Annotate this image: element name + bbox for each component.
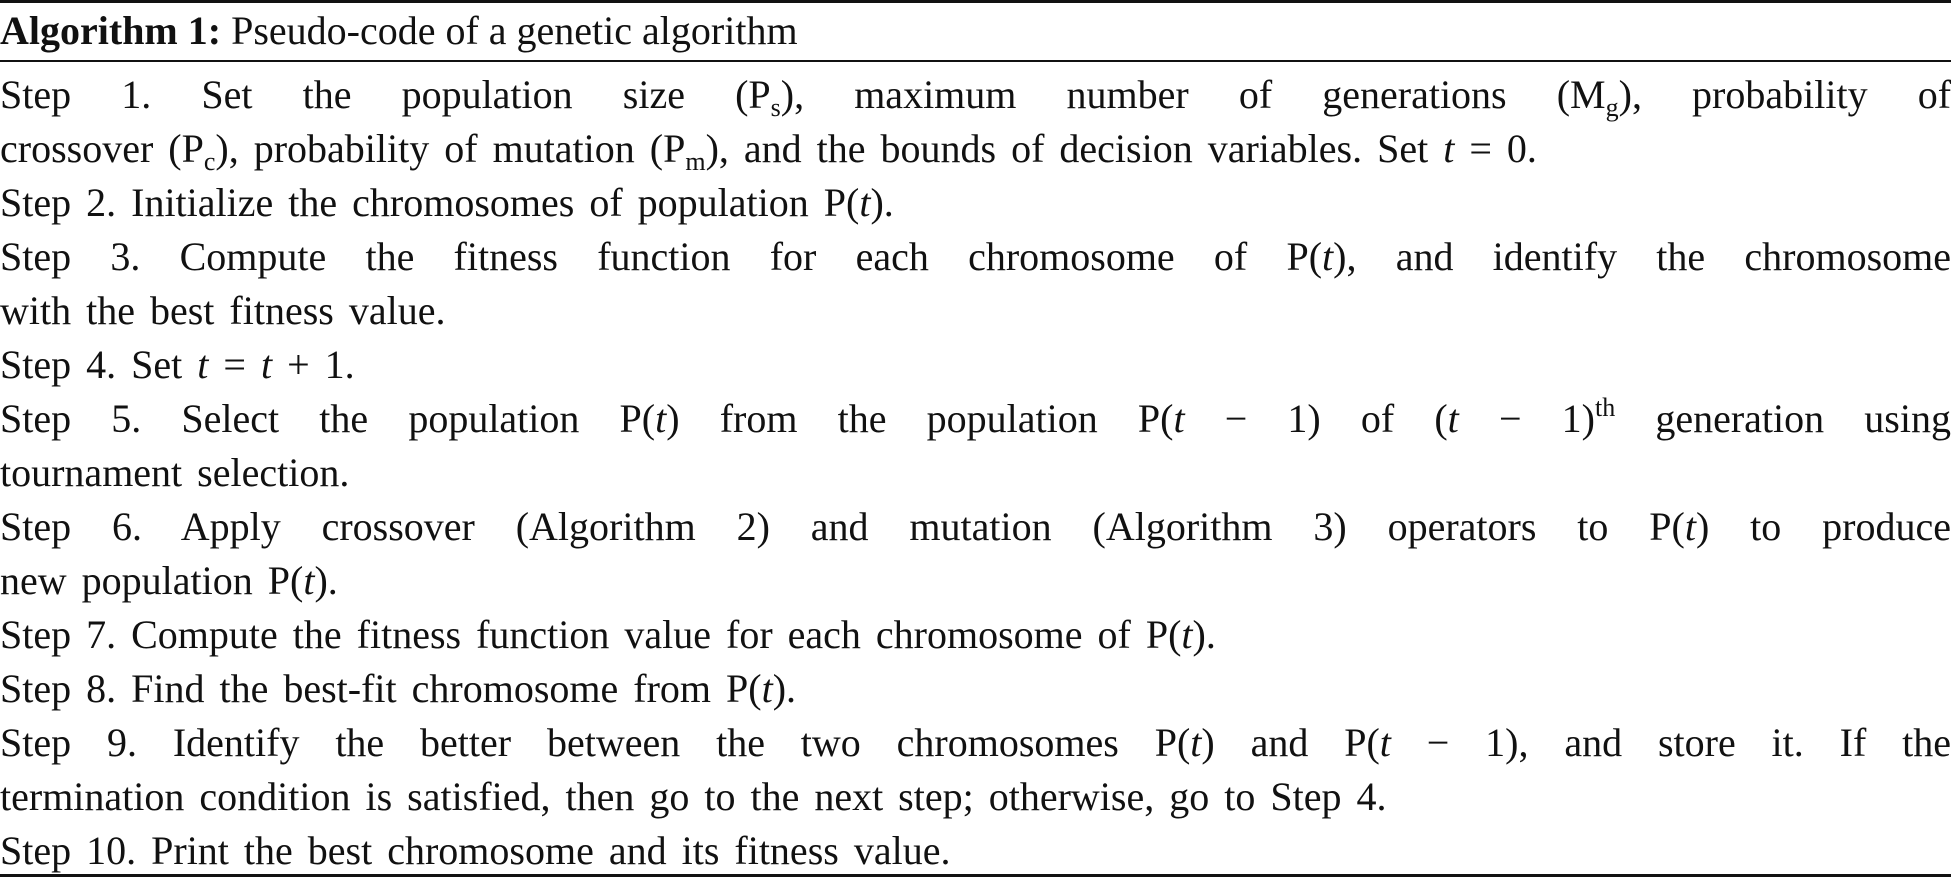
step-7-var-t: t <box>1181 612 1193 657</box>
step-5-text-e: generation using <box>1615 396 1951 441</box>
step-10-line <box>0 824 1951 878</box>
caption-rule <box>0 60 1951 62</box>
step-9-var-t1: t <box>1190 720 1202 765</box>
step-1-line-2 <box>0 122 1951 176</box>
step-1-sub-m: m <box>685 147 706 176</box>
step-1-text-e: ), probability of mutation (P <box>215 126 686 171</box>
step-1-text-c: ), probability of <box>1618 72 1951 117</box>
step-3-text-b: ), and identify the chromosome <box>1333 234 1951 279</box>
algorithm-body <box>0 68 1951 878</box>
step-8-var-t: t <box>761 666 773 711</box>
step-10-prefix: Step 10. <box>0 828 137 873</box>
step-9-text-a: Identify the better between the two chromosomes P( <box>172 720 1191 765</box>
step-1-text-a: Set the population size (P <box>201 72 771 117</box>
step-5-prefix: Step 5. <box>0 396 142 441</box>
step-3-text-c: with the best fitness value. <box>0 288 446 333</box>
step-2-text-b: ). <box>870 180 894 225</box>
step-1-sub-c: c <box>203 147 216 176</box>
step-5-var-t2: t <box>1173 396 1185 441</box>
step-4-line <box>0 338 1951 392</box>
step-1-text-f: ), and the bounds of decision variables. Set <box>705 126 1444 171</box>
caption-title: Pseudo-code of a genetic algorithm <box>231 8 798 53</box>
step-6-var-t1: t <box>1684 504 1696 549</box>
step-4-var-t1: t <box>197 342 209 387</box>
step-1-text-d: crossover (P <box>0 126 204 171</box>
step-9-line-2 <box>0 770 1951 824</box>
step-1-text-h: = 0. <box>1454 126 1537 171</box>
step-5-line-2 <box>0 446 1951 500</box>
step-6-text-d: ). <box>314 558 338 603</box>
step-5-text-d: − 1) <box>1458 396 1595 441</box>
step-10-text-a: Print the best chromosome and its fitness value. <box>151 828 951 873</box>
step-5-text-b: ) from the population P( <box>666 396 1174 441</box>
step-4-text-c: + 1. <box>272 342 355 387</box>
step-9-text-b: ) and P( <box>1201 720 1380 765</box>
step-5-sup-th: th <box>1594 393 1616 422</box>
step-5-text-f: tournament selection. <box>0 450 350 495</box>
step-8-text-b: ). <box>772 666 797 711</box>
step-4-var-t2: t <box>260 342 273 387</box>
step-6-prefix: Step 6. <box>0 504 142 549</box>
bottom-rule <box>0 874 1951 877</box>
step-2-text-a: Initialize the chromosomes of population P( <box>131 180 860 225</box>
step-8-prefix: Step 8. <box>0 666 117 711</box>
step-6-text-a: Apply crossover (Algorithm 2) and mutation (Algorithm 3) operators to P( <box>180 504 1685 549</box>
step-6-text-b: ) to produce <box>1695 504 1951 549</box>
step-9-var-t2: t <box>1379 720 1391 765</box>
step-5-text-a: Select the population P( <box>181 396 656 441</box>
step-8-line <box>0 662 1951 716</box>
step-4-text-a: Set <box>131 342 198 387</box>
step-1-line-1 <box>0 68 1951 122</box>
step-9-prefix: Step 9. <box>0 720 137 765</box>
step-5-line-1 <box>0 392 1951 446</box>
step-5-var-t3: t <box>1447 396 1459 441</box>
caption-label: Algorithm 1: <box>0 8 222 53</box>
step-6-line-1 <box>0 500 1951 554</box>
step-6-var-t2: t <box>303 558 315 603</box>
step-2-prefix: Step 2. <box>0 180 117 225</box>
step-4-text-b: = <box>208 342 261 387</box>
step-6-text-c: new population P( <box>0 558 304 603</box>
step-1-text-b: ), maximum number of generations (M <box>780 72 1606 117</box>
step-8-text-a: Find the best-fit chromosome from P( <box>131 666 762 711</box>
step-4-prefix: Step 4. <box>0 342 117 387</box>
step-3-var-t: t <box>1322 234 1334 279</box>
step-9-line-1 <box>0 716 1951 770</box>
step-3-line-1 <box>0 230 1951 284</box>
step-7-line <box>0 608 1951 662</box>
step-2-line <box>0 176 1951 230</box>
step-5-text-c: − 1) of ( <box>1184 396 1448 441</box>
step-3-text-a: Compute the fitness function for each chromosome of P( <box>179 234 1323 279</box>
step-7-prefix: Step 7. <box>0 612 117 657</box>
step-2-var-t: t <box>859 180 871 225</box>
step-1-sub-g: g <box>1605 93 1619 122</box>
step-5-var-t1: t <box>655 396 667 441</box>
step-3-prefix: Step 3. <box>0 234 141 279</box>
step-7-text-a: Compute the fitness function value for each chromosome of P( <box>131 612 1182 657</box>
step-1-var-t: t <box>1443 126 1455 171</box>
step-1-sub-s: s <box>770 93 781 122</box>
top-rule <box>0 0 1951 3</box>
step-3-line-2 <box>0 284 1951 338</box>
step-9-text-d: termination condition is satisfied, then go to the next step; otherwise, go to Step 4. <box>0 774 1387 819</box>
step-6-line-2 <box>0 554 1951 608</box>
algorithm-caption <box>0 6 798 56</box>
step-9-text-c: − 1), and store it. If the <box>1390 720 1951 765</box>
step-7-text-b: ). <box>1192 612 1216 657</box>
step-1-prefix: Step 1. <box>0 72 152 117</box>
